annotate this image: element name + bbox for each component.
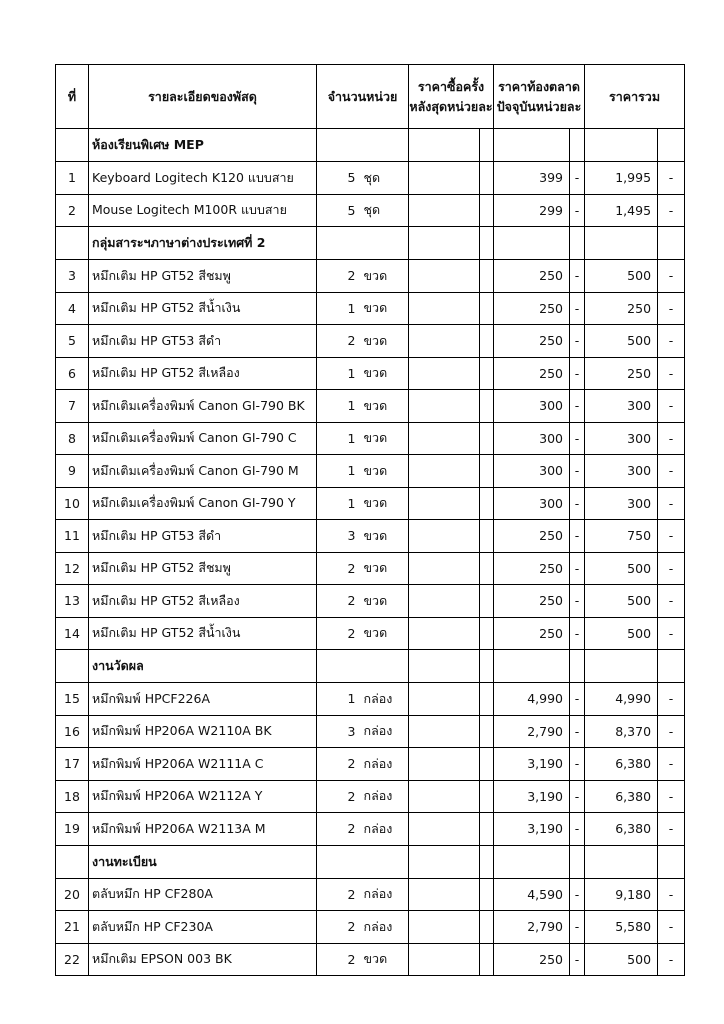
item-quantity: 2: [317, 943, 360, 976]
market-price: 3,190: [494, 813, 570, 846]
total-price: 300: [585, 390, 658, 423]
total-price: 500: [585, 260, 658, 293]
total-price: 8,370: [585, 715, 658, 748]
total-price-dash: -: [658, 390, 685, 423]
section-market-dash-cell: [570, 650, 585, 683]
table-row: [56, 260, 685, 293]
row-number: 4: [56, 292, 89, 325]
last-price-cell: [409, 617, 480, 650]
total-price: 4,990: [585, 683, 658, 716]
item-quantity: 1: [317, 487, 360, 520]
market-price: 2,790: [494, 715, 570, 748]
last-price-dash-cell: [480, 715, 494, 748]
item-unit: ขวด: [360, 487, 409, 520]
total-price: 6,380: [585, 813, 658, 846]
total-price-dash: -: [658, 748, 685, 781]
section-title: ห้องเรียนพิเศษ MEP: [89, 129, 317, 162]
last-price-dash-cell: [480, 585, 494, 618]
market-price-dash: -: [570, 194, 585, 227]
last-price-cell: [409, 325, 480, 358]
last-price-cell: [409, 878, 480, 911]
header-last-price-line2: หลังสุดหน่วยละ: [409, 98, 493, 114]
market-price: 250: [494, 943, 570, 976]
item-quantity: 1: [317, 357, 360, 390]
item-quantity: 1: [317, 292, 360, 325]
table-row: [56, 683, 685, 716]
row-number: 19: [56, 813, 89, 846]
last-price-dash-cell: [480, 780, 494, 813]
section-last-price-cell: [409, 845, 480, 878]
item-unit: กล่อง: [360, 780, 409, 813]
section-market-price-cell: [494, 650, 570, 683]
section-last-price-dash-cell: [480, 129, 494, 162]
total-price-dash: -: [658, 357, 685, 390]
total-price-dash: -: [658, 422, 685, 455]
item-description: หมึกเติม EPSON 003 BK: [89, 943, 317, 976]
last-price-cell: [409, 585, 480, 618]
market-price: 300: [494, 422, 570, 455]
total-price: 750: [585, 520, 658, 553]
table-row: [56, 780, 685, 813]
item-description: หมึกเติมเครื่องพิมพ์ Canon GI-790 C: [89, 422, 317, 455]
last-price-dash-cell: [480, 878, 494, 911]
header-description: รายละเอียดของพัสดุ: [89, 65, 317, 129]
section-last-price-dash-cell: [480, 227, 494, 260]
item-description: หมึกพิมพ์ HP206A W2113A M: [89, 813, 317, 846]
market-price-dash: -: [570, 617, 585, 650]
section-qty-cell: [317, 129, 409, 162]
header-market-price-line2: ปัจจุบันหน่วยละ: [496, 98, 582, 114]
section-last-price-dash-cell: [480, 650, 494, 683]
item-description: หมึกเติม HP GT52 สีชมพู: [89, 552, 317, 585]
item-unit: ขวด: [360, 422, 409, 455]
total-price-dash: -: [658, 162, 685, 195]
header-last-price-line1: ราคาซื้อครั้ง: [417, 79, 485, 95]
market-price-dash: -: [570, 552, 585, 585]
section-total-dash-cell: [658, 129, 685, 162]
item-description: หมึกพิมพ์ HP206A W2112A Y: [89, 780, 317, 813]
last-price-dash-cell: [480, 162, 494, 195]
section-qty-cell: [317, 227, 409, 260]
section-no-cell: [56, 227, 89, 260]
table-row: [56, 585, 685, 618]
market-price: 3,190: [494, 748, 570, 781]
total-price: 300: [585, 455, 658, 488]
item-unit: ขวด: [360, 390, 409, 423]
row-number: 9: [56, 455, 89, 488]
last-price-cell: [409, 813, 480, 846]
table-row: [56, 422, 685, 455]
item-description: หมึกเติม HP GT52 สีเหลือง: [89, 585, 317, 618]
last-price-cell: [409, 943, 480, 976]
total-price-dash: -: [658, 943, 685, 976]
item-quantity: 2: [317, 325, 360, 358]
item-unit: ขวด: [360, 357, 409, 390]
market-price: 300: [494, 390, 570, 423]
section-market-dash-cell: [570, 129, 585, 162]
item-unit: ขวด: [360, 520, 409, 553]
last-price-cell: [409, 422, 480, 455]
total-price-dash: -: [658, 813, 685, 846]
item-unit: ขวด: [360, 292, 409, 325]
total-price: 250: [585, 357, 658, 390]
market-price: 2,790: [494, 911, 570, 944]
last-price-dash-cell: [480, 911, 494, 944]
total-price-dash: -: [658, 552, 685, 585]
last-price-cell: [409, 260, 480, 293]
row-number: 18: [56, 780, 89, 813]
market-price-dash: -: [570, 585, 585, 618]
item-quantity: 2: [317, 260, 360, 293]
item-quantity: 2: [317, 585, 360, 618]
row-number: 10: [56, 487, 89, 520]
total-price-dash: -: [658, 683, 685, 716]
market-price: 300: [494, 455, 570, 488]
row-number: 5: [56, 325, 89, 358]
header-quantity: จำนวนหน่วย: [317, 65, 409, 129]
item-description: หมึกพิมพ์ HP206A W2110A BK: [89, 715, 317, 748]
table-row: [56, 520, 685, 553]
section-title: งานวัดผล: [89, 650, 317, 683]
last-price-dash-cell: [480, 292, 494, 325]
row-number: 20: [56, 878, 89, 911]
market-price-dash: -: [570, 455, 585, 488]
market-price-dash: -: [570, 260, 585, 293]
table-row: [56, 162, 685, 195]
total-price: 500: [585, 552, 658, 585]
last-price-cell: [409, 455, 480, 488]
last-price-dash-cell: [480, 943, 494, 976]
total-price-dash: -: [658, 911, 685, 944]
row-number: 13: [56, 585, 89, 618]
last-price-cell: [409, 552, 480, 585]
section-market-price-cell: [494, 129, 570, 162]
item-unit: ขวด: [360, 552, 409, 585]
header-total: ราคารวม: [585, 65, 685, 129]
total-price-dash: -: [658, 878, 685, 911]
section-total-dash-cell: [658, 845, 685, 878]
total-price: 1,495: [585, 194, 658, 227]
total-price-dash: -: [658, 520, 685, 553]
section-total-cell: [585, 845, 658, 878]
market-price-dash: -: [570, 715, 585, 748]
row-number: 14: [56, 617, 89, 650]
last-price-dash-cell: [480, 390, 494, 423]
item-description: หมึกเติม HP GT52 สีน้ำเงิน: [89, 617, 317, 650]
last-price-cell: [409, 292, 480, 325]
market-price: 250: [494, 585, 570, 618]
total-price: 500: [585, 585, 658, 618]
total-price: 500: [585, 943, 658, 976]
total-price-dash: -: [658, 325, 685, 358]
market-price: 3,190: [494, 780, 570, 813]
header-market-price: [494, 65, 585, 129]
table-row: [56, 943, 685, 976]
table-row: [56, 552, 685, 585]
item-quantity: 1: [317, 683, 360, 716]
item-quantity: 1: [317, 390, 360, 423]
total-price-dash: -: [658, 617, 685, 650]
last-price-cell: [409, 520, 480, 553]
last-price-cell: [409, 487, 480, 520]
item-description: หมึกเติมเครื่องพิมพ์ Canon GI-790 M: [89, 455, 317, 488]
section-header-row: [56, 650, 685, 683]
row-number: 8: [56, 422, 89, 455]
market-price-dash: -: [570, 422, 585, 455]
section-header-row: [56, 129, 685, 162]
item-unit: ขวด: [360, 617, 409, 650]
section-market-dash-cell: [570, 845, 585, 878]
section-market-dash-cell: [570, 227, 585, 260]
market-price: 399: [494, 162, 570, 195]
total-price: 500: [585, 617, 658, 650]
header-row: [56, 65, 685, 129]
item-quantity: 3: [317, 715, 360, 748]
table-row: [56, 390, 685, 423]
item-quantity: 2: [317, 780, 360, 813]
last-price-dash-cell: [480, 748, 494, 781]
row-number: 15: [56, 683, 89, 716]
last-price-cell: [409, 357, 480, 390]
table-row: [56, 748, 685, 781]
total-price-dash: -: [658, 260, 685, 293]
market-price-dash: -: [570, 390, 585, 423]
total-price: 5,580: [585, 911, 658, 944]
table-row: [56, 911, 685, 944]
section-total-dash-cell: [658, 650, 685, 683]
total-price: 9,180: [585, 878, 658, 911]
section-market-price-cell: [494, 227, 570, 260]
row-number: 16: [56, 715, 89, 748]
item-unit: ชุด: [360, 162, 409, 195]
item-quantity: 5: [317, 194, 360, 227]
item-unit: กล่อง: [360, 748, 409, 781]
total-price: 6,380: [585, 780, 658, 813]
market-price: 250: [494, 552, 570, 585]
total-price: 300: [585, 487, 658, 520]
row-number: 1: [56, 162, 89, 195]
market-price-dash: -: [570, 292, 585, 325]
row-number: 2: [56, 194, 89, 227]
last-price-dash-cell: [480, 325, 494, 358]
last-price-dash-cell: [480, 813, 494, 846]
market-price-dash: -: [570, 748, 585, 781]
table-row: [56, 487, 685, 520]
header-market-price-line1: ราคาท้องตลาด: [498, 79, 580, 95]
item-description: หมึกพิมพ์ HP206A W2111A C: [89, 748, 317, 781]
row-number: 6: [56, 357, 89, 390]
table-row: [56, 813, 685, 846]
total-price-dash: -: [658, 194, 685, 227]
market-price-dash: -: [570, 943, 585, 976]
market-price-dash: -: [570, 878, 585, 911]
section-total-cell: [585, 227, 658, 260]
item-description: หมึกเติม HP GT52 สีเหลือง: [89, 357, 317, 390]
row-number: 3: [56, 260, 89, 293]
item-description: ตลับหมึก HP CF280A: [89, 878, 317, 911]
last-price-dash-cell: [480, 617, 494, 650]
total-price: 1,995: [585, 162, 658, 195]
last-price-dash-cell: [480, 455, 494, 488]
total-price-dash: -: [658, 585, 685, 618]
section-header-row: [56, 845, 685, 878]
item-unit: กล่อง: [360, 878, 409, 911]
item-description: หมึกเติม HP GT53 สีดำ: [89, 520, 317, 553]
item-quantity: 2: [317, 552, 360, 585]
last-price-dash-cell: [480, 422, 494, 455]
market-price: 250: [494, 357, 570, 390]
total-price: 500: [585, 325, 658, 358]
item-unit: ขวด: [360, 585, 409, 618]
section-last-price-cell: [409, 650, 480, 683]
market-price: 299: [494, 194, 570, 227]
section-market-price-cell: [494, 845, 570, 878]
item-unit: กล่อง: [360, 683, 409, 716]
table-row: [56, 292, 685, 325]
item-quantity: 2: [317, 878, 360, 911]
item-unit: ขวด: [360, 325, 409, 358]
section-title: กลุ่มสาระฯภาษาต่างประเทศที่ 2: [89, 227, 317, 260]
market-price: 250: [494, 520, 570, 553]
table-row: [56, 357, 685, 390]
header-last-price: [409, 65, 494, 129]
section-no-cell: [56, 129, 89, 162]
market-price: 250: [494, 617, 570, 650]
item-description: หมึกเติม HP GT53 สีดำ: [89, 325, 317, 358]
market-price-dash: -: [570, 487, 585, 520]
row-number: 17: [56, 748, 89, 781]
item-unit: ขวด: [360, 260, 409, 293]
table-row: [56, 325, 685, 358]
last-price-cell: [409, 911, 480, 944]
market-price-dash: -: [570, 325, 585, 358]
section-no-cell: [56, 650, 89, 683]
total-price-dash: -: [658, 455, 685, 488]
item-unit: กล่อง: [360, 715, 409, 748]
last-price-dash-cell: [480, 552, 494, 585]
item-description: หมึกเติมเครื่องพิมพ์ Canon GI-790 BK: [89, 390, 317, 423]
market-price: 250: [494, 325, 570, 358]
item-unit: กล่อง: [360, 813, 409, 846]
item-description: หมึกเติมเครื่องพิมพ์ Canon GI-790 Y: [89, 487, 317, 520]
section-title: งานทะเบียน: [89, 845, 317, 878]
last-price-cell: [409, 748, 480, 781]
total-price: 300: [585, 422, 658, 455]
table-row: [56, 194, 685, 227]
total-price-dash: -: [658, 780, 685, 813]
market-price: 4,590: [494, 878, 570, 911]
item-unit: ชุด: [360, 194, 409, 227]
total-price-dash: -: [658, 292, 685, 325]
last-price-dash-cell: [480, 683, 494, 716]
market-price-dash: -: [570, 813, 585, 846]
market-price-dash: -: [570, 162, 585, 195]
row-number: 12: [56, 552, 89, 585]
section-total-cell: [585, 650, 658, 683]
procurement-table: [55, 64, 685, 976]
section-last-price-dash-cell: [480, 845, 494, 878]
item-quantity: 2: [317, 813, 360, 846]
market-price: 300: [494, 487, 570, 520]
item-quantity: 1: [317, 422, 360, 455]
item-quantity: 1: [317, 455, 360, 488]
last-price-cell: [409, 683, 480, 716]
market-price: 250: [494, 292, 570, 325]
item-unit: กล่อง: [360, 911, 409, 944]
item-quantity: 3: [317, 520, 360, 553]
total-price-dash: -: [658, 715, 685, 748]
row-number: 21: [56, 911, 89, 944]
last-price-cell: [409, 162, 480, 195]
item-description: หมึกพิมพ์ HPCF226A: [89, 683, 317, 716]
last-price-dash-cell: [480, 487, 494, 520]
last-price-dash-cell: [480, 520, 494, 553]
total-price: 6,380: [585, 748, 658, 781]
total-price: 250: [585, 292, 658, 325]
market-price-dash: -: [570, 683, 585, 716]
market-price: 4,990: [494, 683, 570, 716]
item-description: ตลับหมึก HP CF230A: [89, 911, 317, 944]
item-description: Keyboard Logitech K120 แบบสาย: [89, 162, 317, 195]
last-price-dash-cell: [480, 357, 494, 390]
section-total-cell: [585, 129, 658, 162]
row-number: 7: [56, 390, 89, 423]
table-row: [56, 878, 685, 911]
market-price: 250: [494, 260, 570, 293]
item-quantity: 2: [317, 911, 360, 944]
item-quantity: 2: [317, 617, 360, 650]
last-price-cell: [409, 194, 480, 227]
last-price-cell: [409, 390, 480, 423]
last-price-cell: [409, 715, 480, 748]
total-price-dash: -: [658, 487, 685, 520]
last-price-dash-cell: [480, 194, 494, 227]
item-unit: ขวด: [360, 943, 409, 976]
table-row: [56, 715, 685, 748]
item-quantity: 5: [317, 162, 360, 195]
row-number: 22: [56, 943, 89, 976]
market-price-dash: -: [570, 357, 585, 390]
section-qty-cell: [317, 650, 409, 683]
header-no: ที่: [56, 65, 89, 129]
market-price-dash: -: [570, 520, 585, 553]
section-no-cell: [56, 845, 89, 878]
market-price-dash: -: [570, 911, 585, 944]
table-row: [56, 455, 685, 488]
market-price-dash: -: [570, 780, 585, 813]
section-header-row: [56, 227, 685, 260]
section-last-price-cell: [409, 227, 480, 260]
section-last-price-cell: [409, 129, 480, 162]
table-row: [56, 617, 685, 650]
section-qty-cell: [317, 845, 409, 878]
item-description: หมึกเติม HP GT52 สีชมพู: [89, 260, 317, 293]
item-description: หมึกเติม HP GT52 สีน้ำเงิน: [89, 292, 317, 325]
section-total-dash-cell: [658, 227, 685, 260]
item-description: Mouse Logitech M100R แบบสาย: [89, 194, 317, 227]
item-quantity: 2: [317, 748, 360, 781]
last-price-cell: [409, 780, 480, 813]
row-number: 11: [56, 520, 89, 553]
table-body: [56, 129, 685, 976]
last-price-dash-cell: [480, 260, 494, 293]
item-unit: ขวด: [360, 455, 409, 488]
